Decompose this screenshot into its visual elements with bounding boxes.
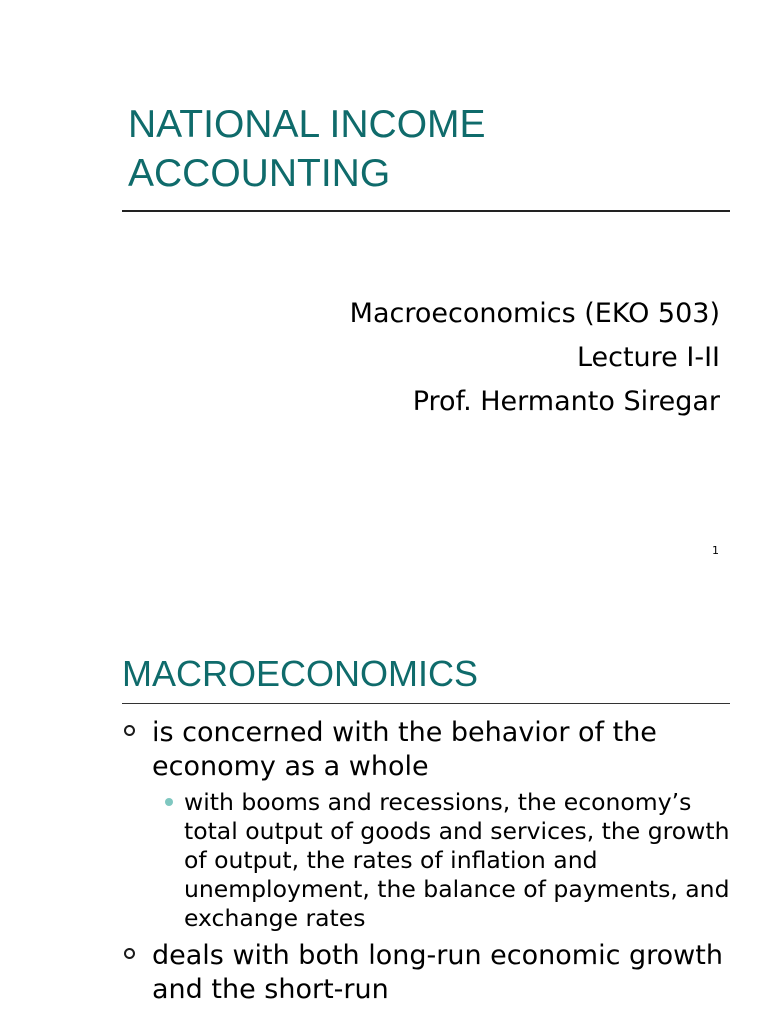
lecture-line: Lecture I-II [576,342,720,373]
slide-2 [0,590,768,1024]
list-item [122,939,732,1007]
author-line: Prof. Hermanto Siregar [412,386,720,417]
title-divider [122,703,730,704]
course-line: Macroeconomics (EKO 503) [349,298,720,329]
slide-title: NATIONAL INCOME ACCOUNTING [128,103,486,195]
sub-bullet-list [152,788,732,933]
title-divider [122,210,730,212]
page-number: 1 [712,544,719,557]
dot-bullet-icon [165,798,173,806]
hollow-circle-bullet-icon [124,948,135,959]
list-item [122,716,732,933]
list-item [152,788,732,933]
slide-title: MACROECONOMICS [122,653,479,694]
hollow-circle-bullet-icon [124,725,135,736]
bullet-list [122,716,732,1013]
bullet-text: deals with both long-run economic growth and the short-run [152,940,723,1005]
sub-bullet-text: with booms and recessions, the economy’s total output of goods and services, the growth of output, the rates of inflation and unemployment, the balance of payments, and exchange rates [184,788,730,932]
slide-subtitle [350,292,720,424]
bullet-text: is concerned with the behavior of the economy as a whole [152,717,657,782]
